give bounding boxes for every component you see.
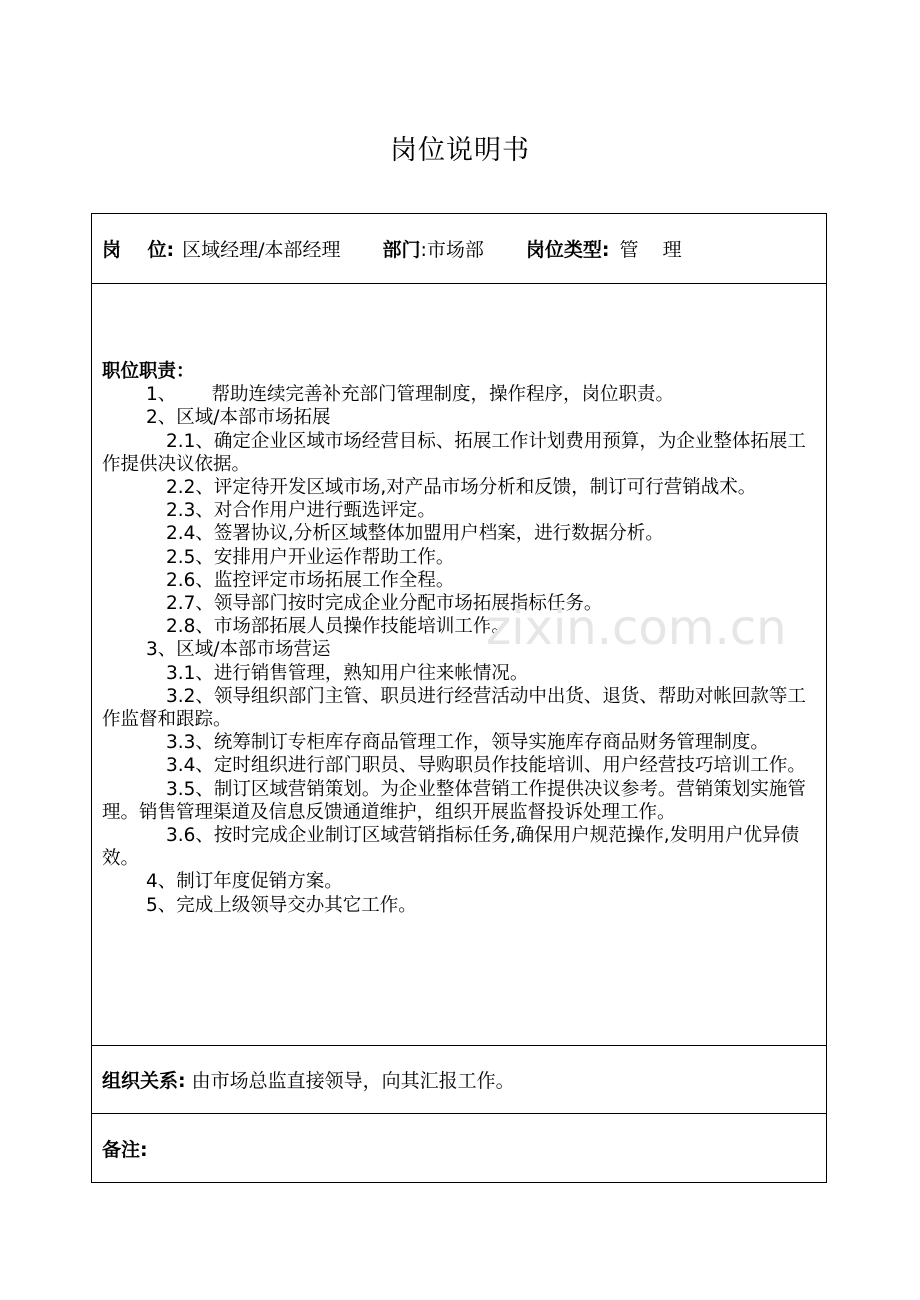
duty-line: 2.2、评定待开发区域市场,对产品市场分析和反馈，制订可行营销战术。 [166, 477, 757, 499]
duty-line: 2.3、对合作用户进行甄选评定。 [166, 500, 436, 522]
note-label: 备注: [102, 1138, 148, 1161]
dept-label: 部门 [382, 239, 421, 261]
job-description-table [91, 213, 827, 1183]
duties-row [92, 283, 826, 1045]
org-value: 由市场总监直接领导，向其汇报工作。 [185, 1070, 515, 1092]
duty-line: 2.4、签署协议,分析区域整体加盟用户档案，进行数据分析。 [166, 523, 664, 545]
duty-line: 5、完成上级领导交办其它工作。 [146, 894, 417, 916]
org-relation-row [92, 1045, 826, 1113]
duty-line: 3、区域/本部市场营运 [146, 639, 331, 661]
duty-line: 4、制订年度促销方案。 [146, 871, 343, 893]
type-value: 管 理 [619, 239, 682, 261]
duty-line: 2.5、安排用户开业运作帮助工作。 [166, 546, 455, 568]
duty-line: 2.1、确定企业区域市场经营目标、拓展工作计划费用预算，为企业整体拓展工作提供决议依据。 [102, 430, 806, 475]
dept-value: :市场部 [420, 239, 484, 261]
duty-line: 2.8、市场部拓展人员操作技能培训工作。 [166, 616, 510, 638]
document-title: 岗位说明书 [390, 135, 530, 166]
duty-line: 3.3、统筹制订专柜库存商品管理工作，领导实施库存商品财务管理制度。 [166, 732, 769, 754]
duty-line: 2.6、监控评定市场拓展工作全程。 [166, 569, 455, 591]
duty-line: 3.1、进行销售管理，熟知用户往来帐情况。 [166, 662, 529, 684]
note-row [92, 1113, 826, 1182]
position-label: 岗 位: [102, 239, 175, 261]
duty-line: 1、 帮助连续完善补充部门管理制度，操作程序，岗位职责。 [146, 384, 675, 406]
duty-line: 3.5、制订区域营销策划。为企业整体营销工作提供决议参考。营销策划实施管理。销售管理渠道及信息反馈通道维护，组织开展监督投诉处理工作。 [102, 778, 806, 823]
duty-line: 3.2、领导组织部门主管、职员进行经营活动中出货、退货、帮助对帐回款等工作监督和跟踪。 [102, 685, 806, 731]
duty-line: 3.6、按时完成企业制订区域营销指标任务,确保用户规范操作,发明用户优异债效。 [102, 825, 800, 870]
position-row [92, 214, 826, 283]
duty-line: 2、区域/本部市场拓展 [146, 407, 331, 429]
type-label: 岗位类型: [525, 239, 610, 261]
position-value: 区域经理/本部经理 [182, 239, 341, 261]
duty-line: 3.4、定时组织进行部门职员、导购职员作技能培训、用户经营技巧培训工作。 [166, 755, 806, 777]
org-label: 组织关系: [102, 1070, 186, 1092]
watermark: zixin.com.cn [486, 600, 787, 656]
duties-label: 职位职责： [102, 361, 195, 382]
duty-line: 2.7、领导部门按时完成企业分配市场拓展指标任务。 [166, 593, 603, 615]
